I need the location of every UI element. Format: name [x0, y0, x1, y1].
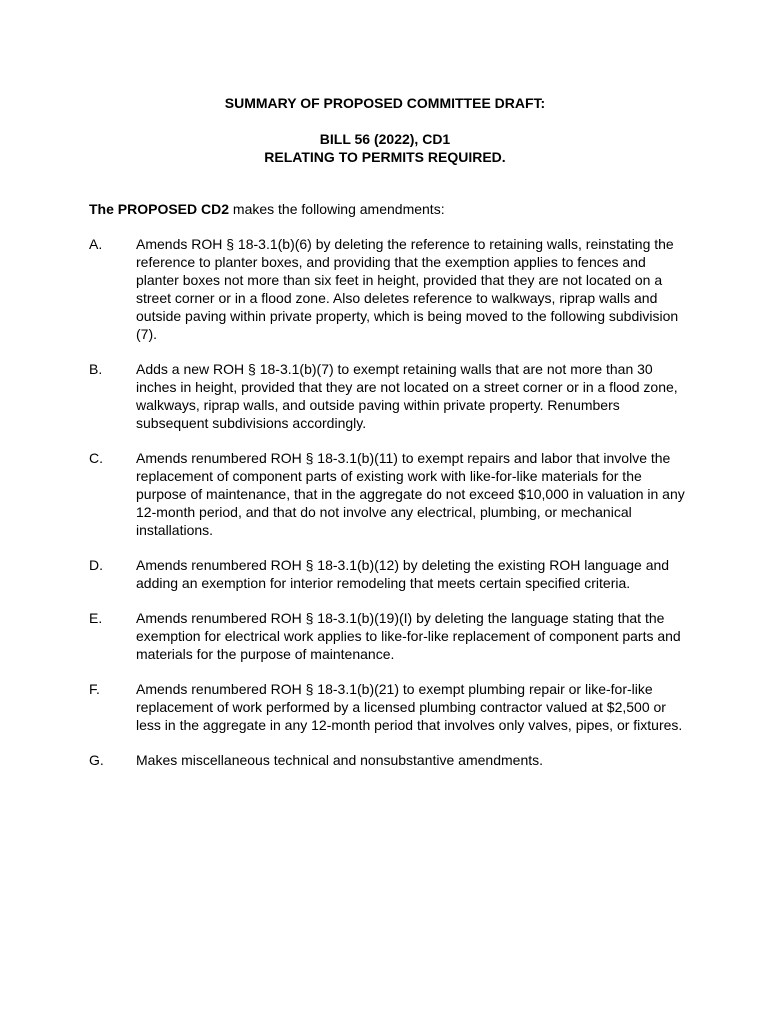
intro-bold-text: The PROPOSED CD2: [89, 201, 230, 217]
intro-text: makes the following amendments:: [229, 201, 445, 217]
amendment-letter: D.: [89, 557, 103, 573]
amendment-item: [89, 360, 689, 432]
bill-number: BILL 56 (2022), CD1: [319, 131, 451, 147]
amendment-text: Adds a new ROH § 18-3.1(b)(7) to exempt retaining walls that are not more than 30 inches in height, provided that they are not located on a street corner or in a flood zone, walkways, riprap walls, and outside paving within private property. Renumbers subsequent subdivisions accordingly.: [136, 361, 678, 431]
amendment-item: [89, 556, 689, 592]
bill-subject: RELATING TO PERMITS REQUIRED.: [264, 149, 506, 165]
amendment-item: [89, 751, 689, 769]
amendment-text: Amends renumbered ROH § 18-3.1(b)(11) to exempt repairs and labor that involve the replacement of component parts of existing work with like-for-like materials for the purpose of maintenance, that in the aggregate do not exceed $10,000 in valuation in any 12-month period, and that do not involve any electrical, plumbing, or mechanical installations.: [136, 450, 685, 538]
amendment-text: Makes miscellaneous technical and nonsubstantive amendments.: [136, 752, 544, 768]
amendment-item: [89, 680, 689, 734]
amendment-text: Amends renumbered ROH § 18-3.1(b)(21) to exempt plumbing repair or like-for-like replacement of work performed by a licensed plumbing contractor valued at $2,500 or less in the aggregate in any 12-month period that involves only valves, pipes, or fixtures.: [136, 681, 683, 733]
amendment-letter: C.: [89, 450, 103, 466]
amendment-item: [89, 449, 689, 539]
amendment-letter: A.: [89, 236, 103, 252]
amendment-letter: E.: [89, 610, 103, 626]
amendment-item: [89, 235, 689, 343]
document-title: SUMMARY OF PROPOSED COMMITTEE DRAFT:: [224, 95, 546, 111]
amendment-letter: G.: [89, 752, 104, 768]
amendment-text: Amends ROH § 18-3.1(b)(6) by deleting the reference to retaining walls, reinstating the reference to planter boxes, and providing that the exemption applies to fences and planter boxes not more than six feet in height, provided that they are not located on a street corner or in a flood zone. Also deletes reference to walkways, riprap walls and outside paving within private property, which is being moved to the following subdivision (7).: [136, 236, 679, 342]
intro-paragraph: [89, 200, 445, 218]
amendments-list: [89, 235, 689, 786]
amendment-text: Amends renumbered ROH § 18-3.1(b)(19)(I) by deleting the language stating that the exemption for electrical work applies to like-for-like replacement of component parts and materials for the purpose of maintenance.: [136, 610, 681, 662]
amendment-item: [89, 609, 689, 663]
amendment-text: Amends renumbered ROH § 18-3.1(b)(12) by deleting the existing ROH language and adding an exemption for interior remodeling that meets certain specified criteria.: [136, 557, 670, 591]
amendment-letter: F.: [89, 681, 100, 697]
amendment-letter: B.: [89, 361, 103, 377]
